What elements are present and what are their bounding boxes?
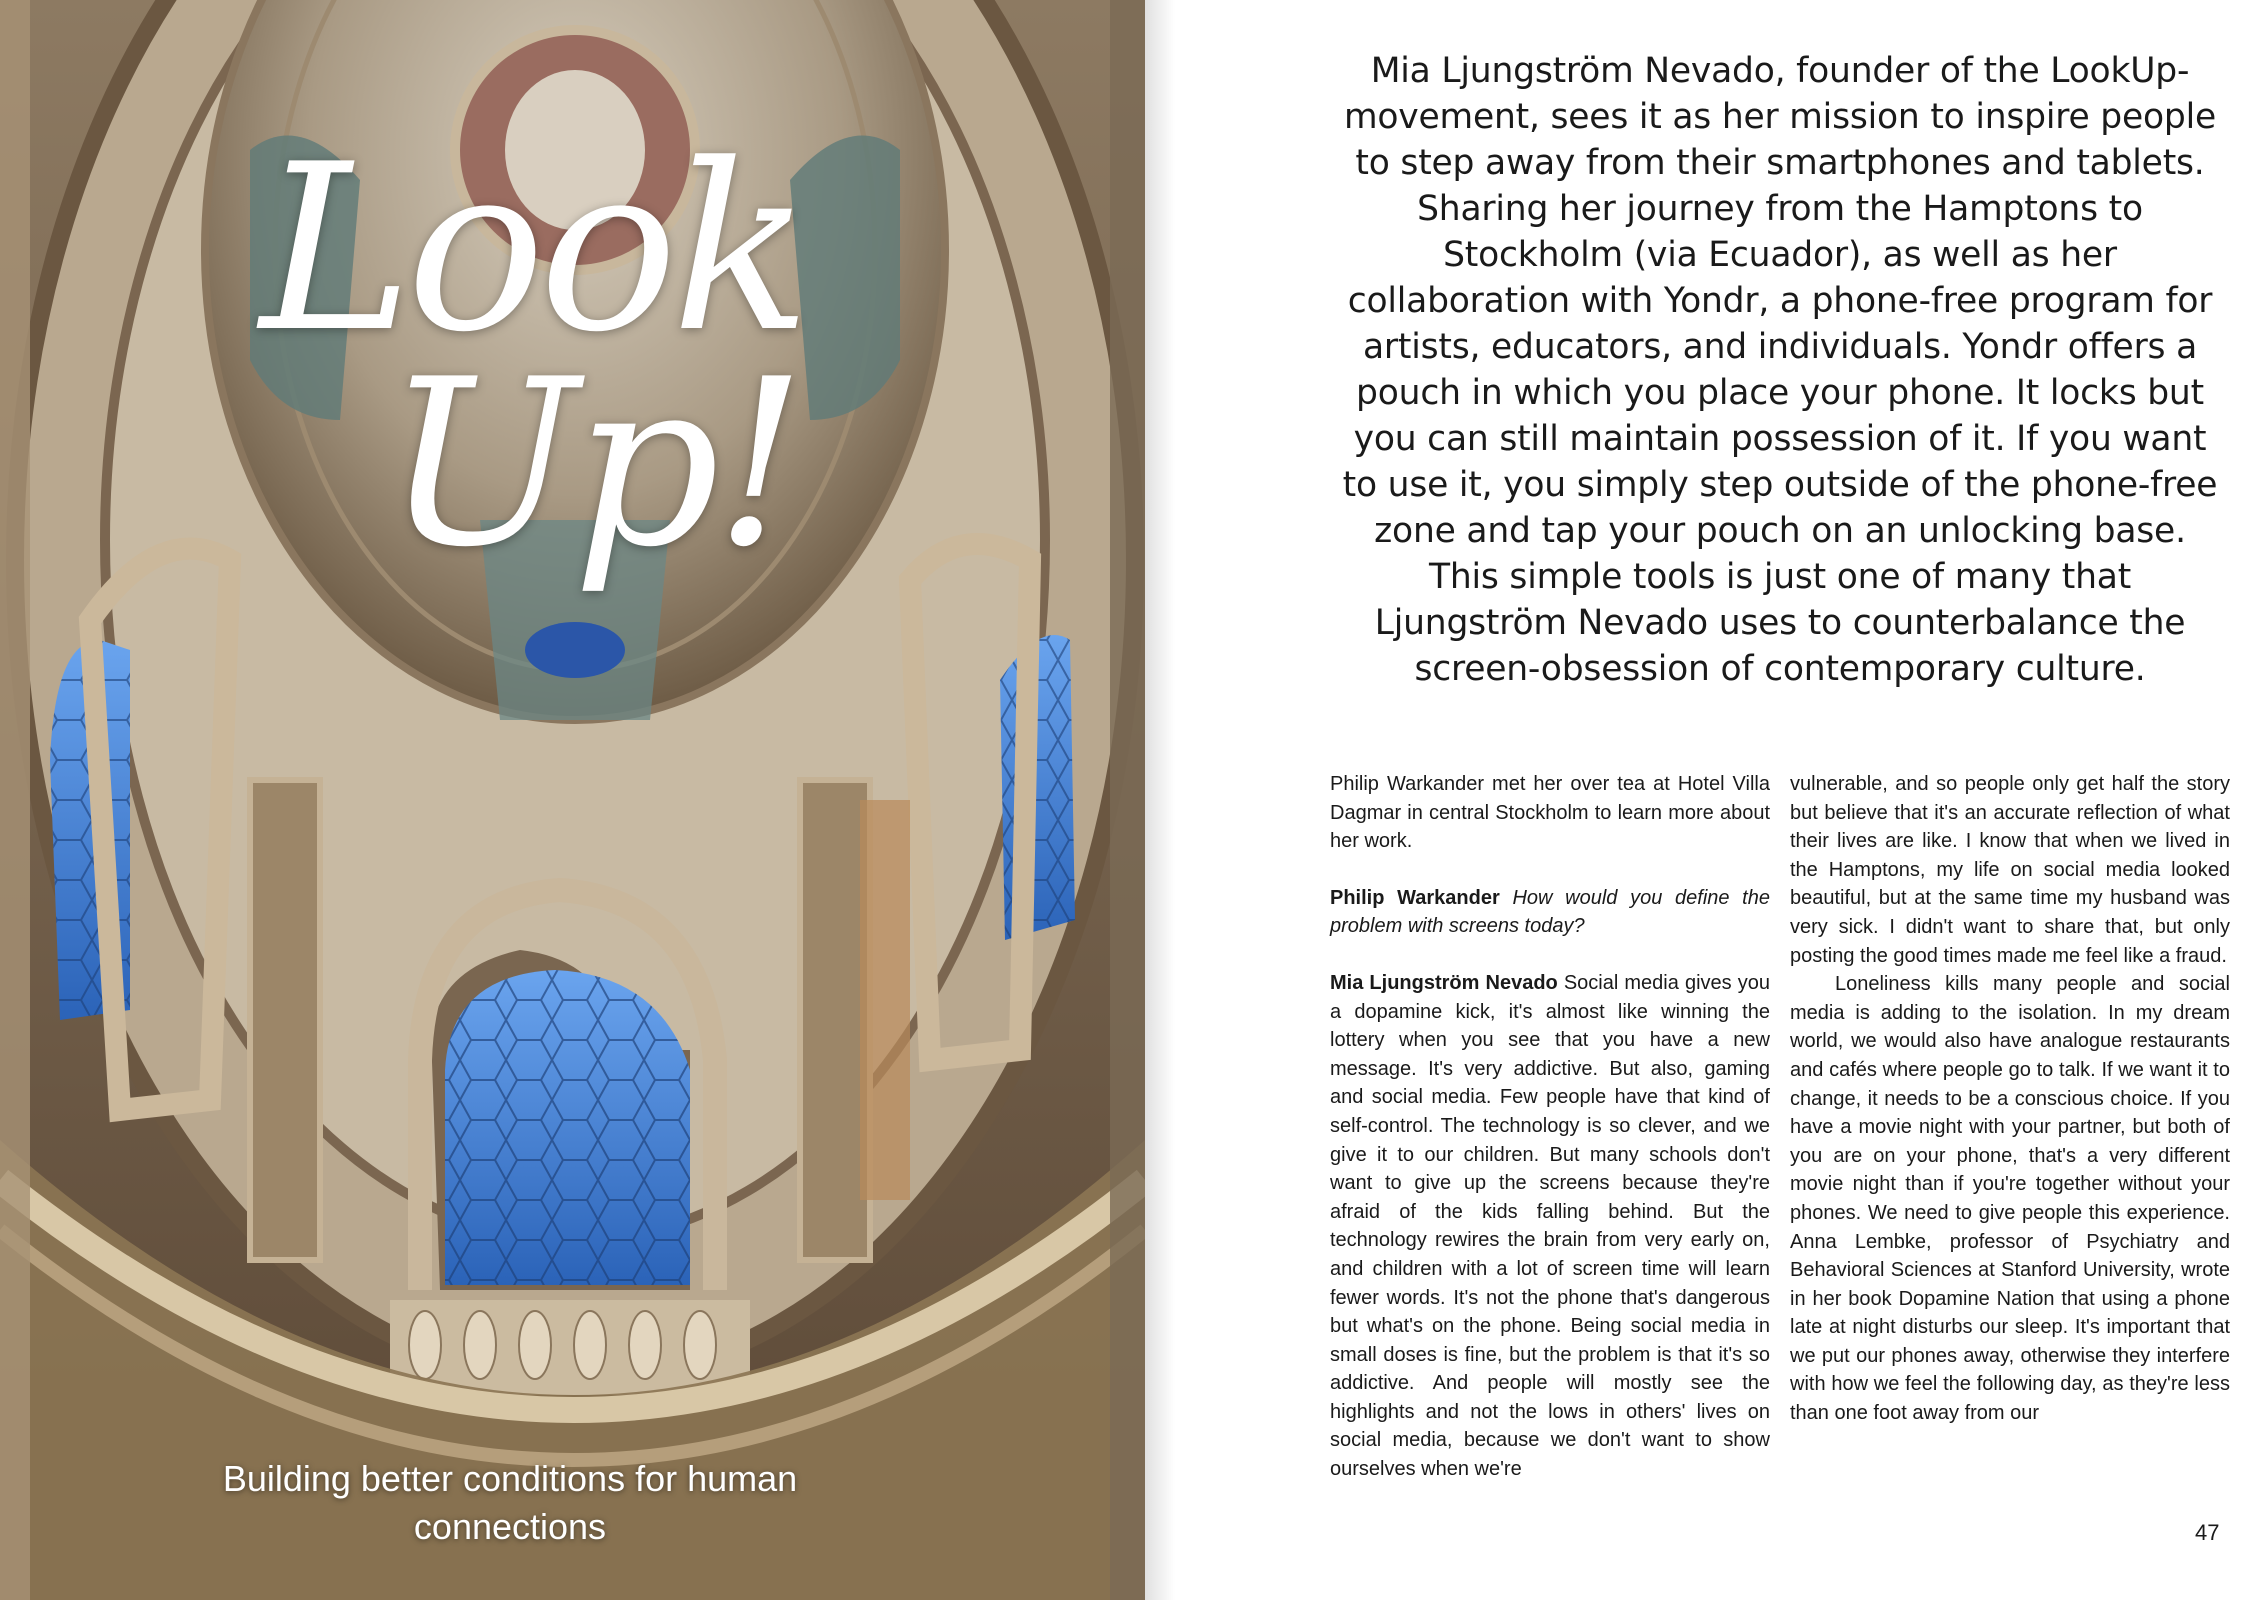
interview-answer — [1330, 969, 1770, 1484]
cover-title-line1: Look — [259, 116, 806, 383]
answer-text-part2: vulnerable, and so people only get half the story but believe that it's an accurate reflection of what their lives are like. I know that when we lived in the Hamptons, my life on social media looked beautiful, but at the same time my husband was very sick. I didn't want to share that, but only posting the good times made me feel like a fraud. — [1790, 773, 2230, 967]
article-column-2 — [1790, 770, 2230, 1428]
cover-title-line2: Up! — [384, 331, 801, 598]
answer-speaker: Mia Ljungström Nevado — [1330, 971, 1558, 994]
interview-question — [1330, 884, 1770, 941]
question-speaker: Philip Warkander — [1330, 886, 1500, 909]
lead-paragraph: Mia Ljungström Nevado, founder of the LookUp-movement, sees it as her mission to inspire people to step away from their smartphones and tablets. Sharing her journey from the Hamptons to Stockholm (via Ecuador), as well as her collaboration with Yondr, a phone-free program for artists, educators, and individuals. Yondr offers a pouch in which you place your phone. It locks but you can still maintain possession of it. If you want to use it, you simply step outside of the phone-free zone and tap your pouch on an unlocking base. This simple tools is just one of many that Ljungström Nevado uses to counterbalance the screen-obsession of contemporary culture. — [1342, 51, 2218, 689]
question-text: How would you define the problem with screens today? — [1330, 886, 1770, 938]
page-number: 47 — [2195, 1520, 2220, 1545]
article-column-1 — [1330, 770, 1770, 1484]
cover-caption: Building better conditions for human connections — [222, 1458, 798, 1547]
article-intro: Philip Warkander met her over tea at Hotel Villa Dagmar in central Stockholm to learn more about her work. — [1330, 773, 1770, 853]
page-gutter — [1145, 0, 1175, 1600]
answer-text-part3: Loneliness kills many people and social media is adding to the isolation. In my dream world, we would also have analogue restaurants and cafés where people go to talk. If we want it to change, it needs to be a conscious choice. If you have a movie night with your partner, but both of you are on your phone, that's a very different movie night than if you're together without your phones. We need to give people this experience. Anna Lembke, professor of Psychiatry and Behavioral Sciences at Stanford University, wrote in her book Dopamine Nation that using a phone late at night disturbs our sleep. It's important that we put our phones away, otherwise they interfere with how we feel the following day, as they're less than one foot away from our — [1790, 973, 2230, 1425]
answer-text-part1: Social media gives you a dopamine kick, it's almost like winning the lottery when you see that you have a new message. It's very addictive. But also, gaming and social media. Few people have that kind of self-control. The technology is so clever, and we give it to our children. But many schools don't want to give up the screens because they're afraid of the kids falling behind. But the technology rewires the brain from very early on, and children with a lot of screen time will learn fewer words. It's not the phone that's dangerous but what's on the phone. Being social media in small doses is fine, but the problem is that it's so addictive. And people will mostly see the highlights and not the lows in others' lives on social media, because we don't want to show ourselves when we're — [1330, 971, 1770, 1481]
